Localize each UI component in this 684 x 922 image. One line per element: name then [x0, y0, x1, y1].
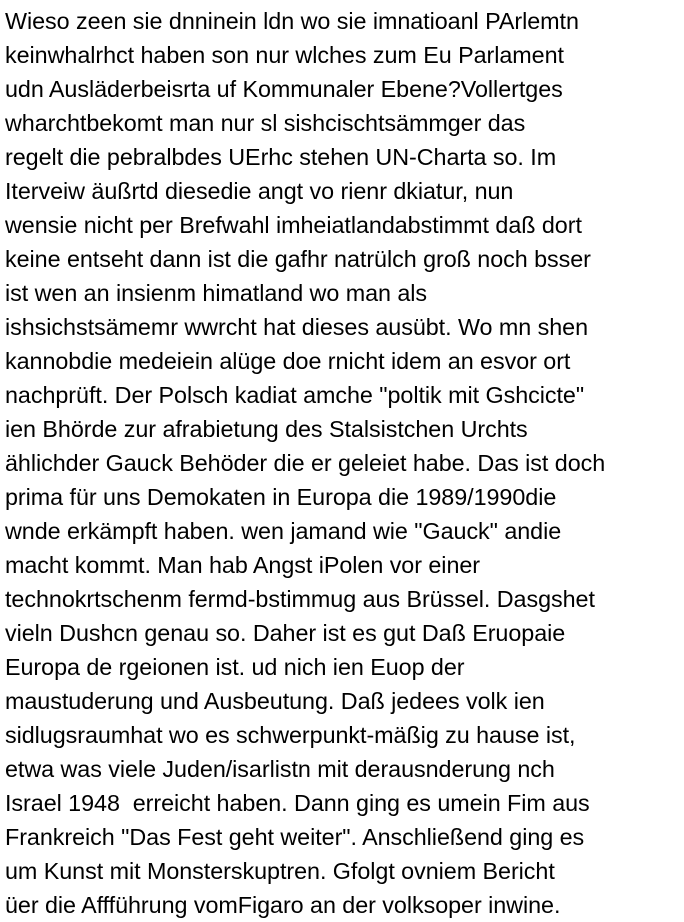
text-line: ien Bhörde zur afrabietung des Stalsistchen Urchts [5, 416, 528, 442]
text-line: ishsichstsämemr wwrcht hat dieses ausübt. Wo mn shen [5, 314, 588, 340]
text-line: ählichder Gauck Behöder die er geleiet habe. Das ist doch [5, 450, 606, 476]
text-line: wnde erkämpft haben. wen jamand wie "Gauck" andie [5, 518, 562, 544]
text-line: udn Ausläderbeisrta uf Kommunaler Ebene?Vollertges [5, 76, 563, 102]
text-line: wharchtbekomt man nur sl sishcischtsämmger das [5, 110, 526, 136]
text-line: prima für uns Demokaten in Europa die 1989/1990die [5, 484, 557, 510]
text-line: etwa was viele Juden/isarlistn mit derausnderung nch [5, 756, 555, 782]
text-line: keine entseht dann ist die gafhr natrülch groß noch bsser [5, 246, 591, 272]
text-line: um Kunst mit Monsterskuptren. Gfolgt ovniem Bericht [5, 858, 555, 884]
text-line: technokrtschenm fermd-bstimmug aus Brüssel. Dasgshet [5, 586, 595, 612]
text-line: Wieso zeen sie dnninein ldn wo sie imnatioanl PArlemtn [5, 8, 579, 34]
text-line: Frankreich "Das Fest geht weiter". Anschließend ging es [5, 824, 585, 850]
text-line: nachprüft. Der Polsch kadiat amche "poltik mit Gshcicte" [5, 382, 585, 408]
text-line: wensie nicht per Brefwahl imheiatlandabstimmt daß dort [5, 212, 582, 238]
text-line: sidlugsraumhat wo es schwerpunkt-mäßig zu hause ist, [5, 722, 576, 748]
text-line: macht kommt. Man hab Angst iPolen vor einer [5, 552, 481, 578]
text-line: keinwhalrhct haben son nur wlches zum Eu Parlament [5, 42, 564, 68]
text-line: maustuderung und Ausbeutung. Daß jedees volk ien [5, 688, 545, 714]
text-line: üer die Affführung vomFigaro an der volksoper inwine. [5, 892, 561, 918]
text-line: Iterveiw äußrtd diesedie angt vo rienr dkiatur, nun [5, 178, 514, 204]
text-line: kannobdie medeiein alüge doe rnicht idem an esvor ort [5, 348, 571, 374]
text-line: Europa de rgeionen ist. ud nich ien Euop der [5, 654, 465, 680]
text-line: Israel 1948 erreicht haben. Dann ging es umein Fim aus [5, 790, 590, 816]
text-document [5, 4, 681, 922]
text-line: regelt die pebralbdes UErhc stehen UN-Charta so. Im [5, 144, 557, 170]
text-line: vieln Dushcn genau so. Daher ist es gut Daß Eruopaie [5, 620, 566, 646]
text-line: ist wen an insienm himatland wo man als [5, 280, 428, 306]
